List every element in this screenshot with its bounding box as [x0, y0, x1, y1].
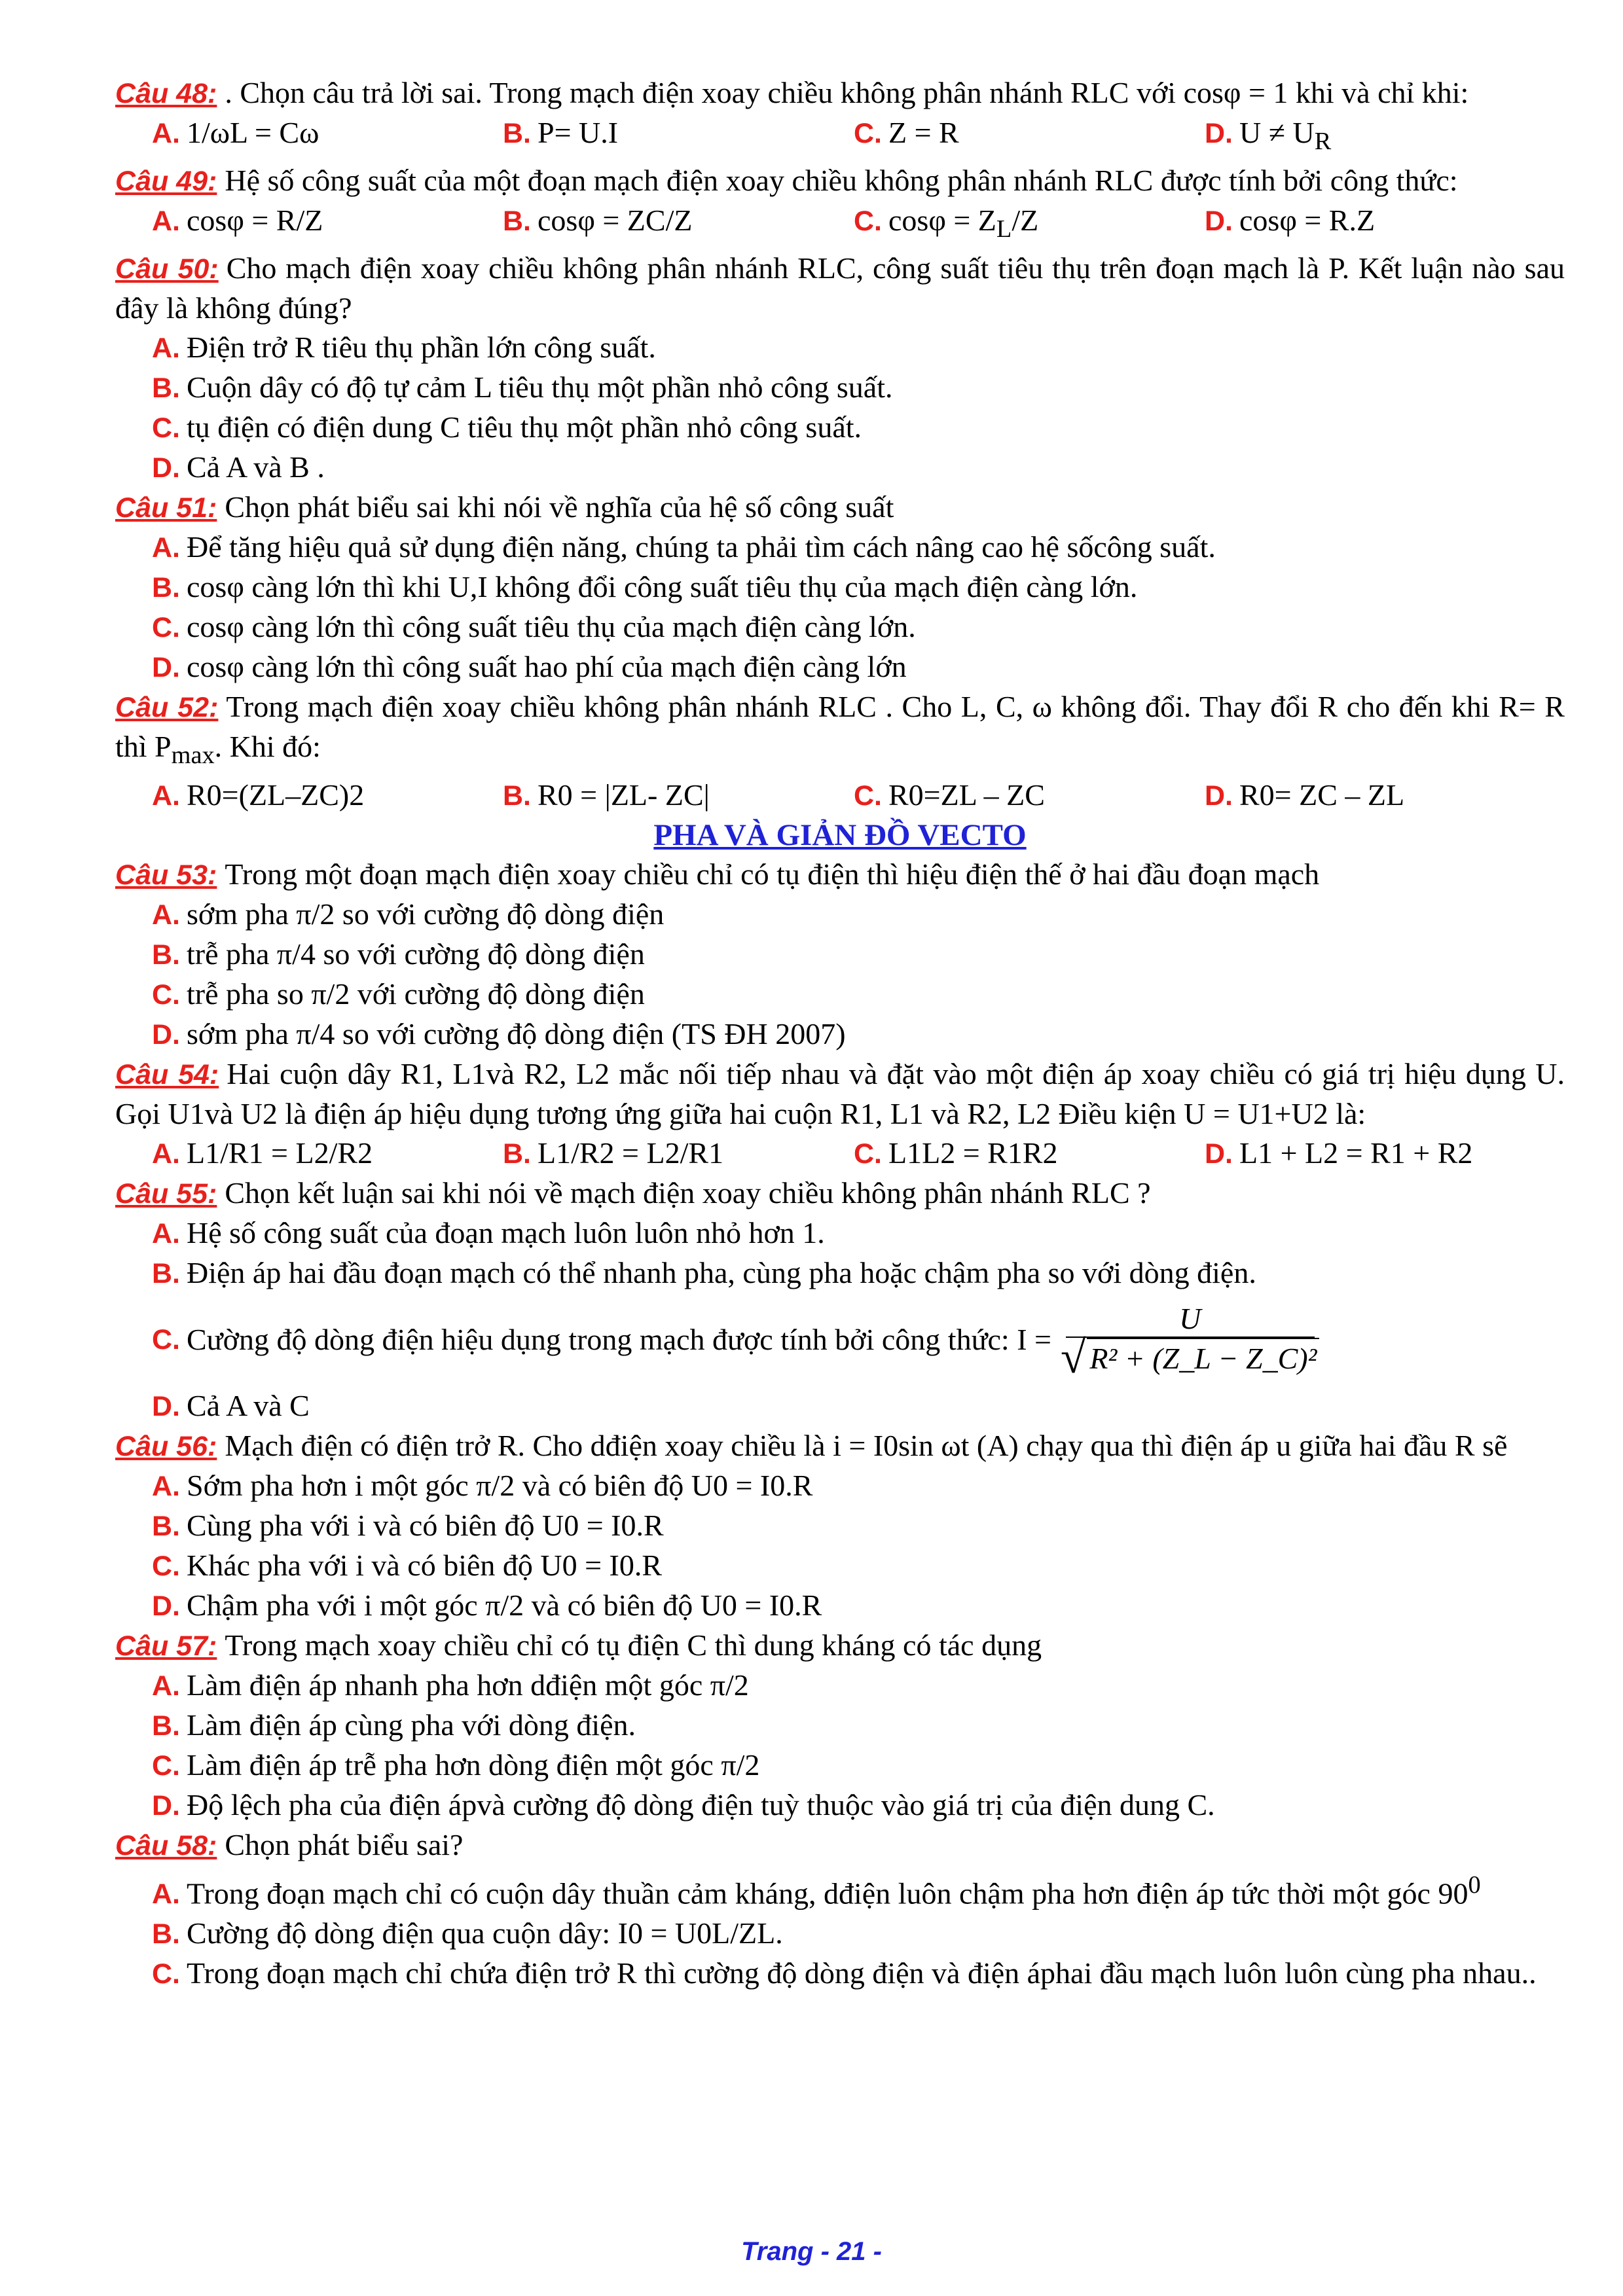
question-label: Câu 50: — [115, 253, 219, 285]
option-d[interactable] — [1205, 776, 1556, 816]
option-b[interactable] — [503, 776, 854, 816]
option-text: Điện trở R tiêu thụ phần lớn công suất. — [187, 331, 656, 365]
option-label: D. — [1205, 780, 1233, 812]
option-text: trễ pha so π/2 với cường độ dòng điện — [187, 977, 645, 1011]
option-text: Làm điện áp nhanh pha hơn dđiện một góc π/2 — [187, 1668, 749, 1702]
option-text: Độ lệch pha của điện ápvà cường độ dòng điện tuỳ thuộc vào giá trị của điện dung C. — [187, 1787, 1215, 1821]
option-label: B. — [152, 939, 180, 971]
sqrt-symbol: √ — [1060, 1332, 1086, 1383]
section-title: PHA VÀ GIẢN ĐỒ VECTO — [653, 817, 1027, 852]
option-text: Cả A và B . — [187, 450, 325, 484]
option-label: A. — [152, 1670, 180, 1702]
option-text: Cả A và C — [187, 1388, 310, 1422]
option-label: D. — [1205, 118, 1233, 149]
question-label: Câu 51: — [115, 492, 217, 524]
option-b[interactable] — [115, 1706, 1565, 1746]
option-label: C. — [854, 206, 882, 238]
option-text: Cường độ dòng điện qua cuộn dây: I0 = U0L/ZL. — [187, 1916, 783, 1950]
question-text: Chọn phát biểu sai? — [225, 1827, 464, 1861]
option-text: Hệ số công suất của đoạn mạch luôn luôn nhỏ hơn 1. — [187, 1215, 825, 1249]
question-50 — [115, 249, 1565, 328]
options-row — [115, 1134, 1565, 1174]
question-text: Trong một đoạn mạch điện xoay chiều chỉ có tụ điện thì hiệu điện thế ở hai đầu đoạn mạch — [225, 857, 1320, 891]
option-c[interactable] — [115, 1293, 1565, 1386]
option-label: C. — [152, 612, 180, 644]
option-d[interactable] — [115, 1586, 1565, 1626]
option-label: A. — [152, 899, 180, 931]
option-text: cosφ càng lớn thì khi U,I không đổi công suất tiêu thụ của mạch điện càng lớn. — [187, 570, 1138, 604]
option-label: D. — [1205, 1138, 1233, 1170]
option-a[interactable] — [152, 201, 503, 249]
option-label: B. — [503, 1138, 531, 1170]
option-c[interactable] — [854, 113, 1205, 161]
option-text: Khác pha với i và có biên độ U0 = I0.R — [187, 1548, 663, 1582]
option-c[interactable] — [115, 1746, 1565, 1785]
formula-denominator-text: R² + (Z_L − Z_C)² — [1087, 1338, 1319, 1378]
option-a[interactable]: A. Trong đoạn mạch chỉ có cuộn dây thuần cảm kháng, dđiện luôn chậm pha hơn điện áp tức thời một góc $90^0$ — [152, 1871, 1481, 1910]
option-label: C. — [854, 118, 882, 149]
option-a[interactable] — [152, 1134, 503, 1174]
option-d[interactable] — [1205, 201, 1556, 249]
option-text: Cuộn dây có độ tự cảm L tiêu thụ một phần nhỏ công suất. — [187, 370, 893, 404]
option-text: cosφ càng lớn thì công suất hao phí của mạch điện càng lớn — [187, 650, 907, 684]
option-text: Điện áp hai đầu đoạn mạch có thể nhanh pha, cùng pha hoặc chậm pha so với dòng điện. — [187, 1255, 1256, 1289]
option-label: C. — [854, 1138, 882, 1170]
option-b[interactable] — [115, 368, 1565, 408]
option-label: C. — [152, 978, 180, 1011]
option-label: B. — [152, 1710, 180, 1742]
option-label: A. — [152, 1217, 180, 1249]
question-label: Câu 56: — [115, 1430, 217, 1462]
option-d[interactable] — [115, 1014, 1565, 1054]
question-text: Trong mạch điện xoay chiều không phân nhánh RLC . Cho L, C, ω không đổi. Thay đổi R cho đến khi R= R thì P — [115, 690, 1565, 764]
option-a[interactable] — [115, 1213, 1565, 1253]
options-row — [115, 113, 1565, 161]
option-text: L1L2 = R1R2 — [888, 1136, 1058, 1170]
option-label: D. — [152, 652, 180, 684]
option-a[interactable] — [152, 113, 503, 161]
option-text: R0 = |ZL- ZC| — [538, 778, 710, 812]
option-text: P= U.I — [538, 116, 619, 149]
option-text: Cường độ dòng điện hiệu dụng trong mạch được tính bởi công thức: I = — [187, 1322, 1051, 1356]
option-d[interactable] — [115, 647, 1565, 687]
option-label: B. — [152, 1918, 180, 1950]
option-label: D. — [152, 452, 180, 484]
option-label: B. — [152, 572, 180, 604]
option-text: Trong đoạn mạch chỉ chứa điện trở R thì cường độ dòng điện và điện áphai đầu mạch luôn luôn cùng pha nhau.. — [187, 1956, 1537, 1990]
option-b[interactable] — [115, 1253, 1565, 1293]
option-b[interactable] — [115, 567, 1565, 607]
question-51 — [115, 488, 1565, 528]
option-text: 1/ωL = Cω — [187, 116, 319, 149]
question-label: Câu 48: — [115, 78, 217, 109]
option-b[interactable] — [115, 1914, 1565, 1954]
option-text: sớm pha π/2 so với cường độ dòng điện — [187, 897, 665, 931]
option-a[interactable] — [115, 528, 1565, 567]
option-label: B. — [152, 1257, 180, 1289]
option-c[interactable] — [115, 1954, 1565, 1994]
option-a[interactable] — [115, 895, 1565, 935]
question-54 — [115, 1054, 1565, 1134]
option-text: tụ điện có điện dung C tiêu thụ một phần nhỏ công suất. — [187, 410, 862, 444]
option-text: cosφ = R.Z — [1239, 204, 1376, 238]
question-label: Câu 58: — [115, 1829, 217, 1861]
question-label: Câu 52: — [115, 692, 219, 724]
option-a[interactable] — [115, 1466, 1565, 1506]
formula-denominator — [1060, 1332, 1319, 1383]
question-58 — [115, 1825, 1565, 1865]
option-d[interactable]: D. $U \ne U_R$ — [1205, 116, 1332, 156]
question-56 — [115, 1426, 1565, 1466]
option-label: B. — [152, 372, 180, 404]
option-text: sớm pha π/4 so với cường độ dòng điện (TS ĐH 2007) — [187, 1016, 846, 1050]
question-label: Câu 53: — [115, 859, 217, 891]
option-label: D. — [152, 1390, 180, 1422]
question-55 — [115, 1174, 1565, 1213]
options-row — [115, 201, 1565, 249]
option-a[interactable] — [115, 1666, 1565, 1706]
option-label: A. — [152, 1470, 180, 1502]
option-text: Sớm pha hơn i một góc π/2 và có biên độ U0 = I0.R — [187, 1468, 813, 1502]
question-57 — [115, 1626, 1565, 1666]
option-label: A. — [152, 332, 180, 365]
option-text: Z = R — [888, 116, 959, 149]
question-text: Hệ số công suất của một đoạn mạch điện xoay chiều không phân nhánh RLC được tính bởi công thức: — [225, 164, 1458, 198]
option-c[interactable] — [854, 1134, 1205, 1174]
option-label: B. — [152, 1510, 180, 1542]
option-text: R0= ZC – ZL — [1239, 778, 1405, 812]
option-b[interactable] — [503, 201, 854, 249]
option-text: Cùng pha với i và có biên độ U0 = I0.R — [187, 1508, 664, 1542]
option-text: L1/R1 = L2/R2 — [187, 1136, 373, 1170]
option-c[interactable] — [115, 607, 1565, 647]
option-label: B. — [503, 780, 531, 812]
option-d[interactable] — [1205, 1134, 1556, 1174]
question-label: Câu 54: — [115, 1058, 219, 1090]
option-label: D. — [1205, 206, 1233, 238]
question-label: Câu 49: — [115, 166, 217, 198]
subscript: max — [171, 742, 215, 770]
question-53 — [115, 855, 1565, 895]
option-text: R0=(ZL–ZC)2 — [187, 778, 365, 812]
option-a[interactable] — [115, 328, 1565, 368]
option-text: Để tăng hiệu quả sử dụng điện năng, chúng ta phải tìm cách nâng cao hệ sốcông suất. — [187, 530, 1216, 564]
option-label: A. — [152, 1138, 180, 1170]
option-c[interactable] — [115, 408, 1565, 448]
option-label: A. — [152, 532, 180, 564]
page-footer: Trang - 21 - — [741, 2237, 882, 2266]
option-b[interactable] — [503, 113, 854, 161]
option-text: trễ pha π/4 so với cường độ dòng điện — [187, 937, 645, 971]
option-label: C. — [152, 1958, 180, 1990]
option-label: D. — [152, 1018, 180, 1050]
option-a[interactable] — [152, 776, 503, 816]
question-label: Câu 57: — [115, 1630, 217, 1662]
option-label: C. — [152, 1550, 180, 1582]
option-text: R0=ZL – ZC — [888, 778, 1045, 812]
option-text: U ≠ U — [1239, 116, 1315, 149]
option-label: C. — [152, 1749, 180, 1782]
formula-numerator: U — [1066, 1301, 1315, 1338]
option-label: C. — [152, 1323, 180, 1355]
option-label: C. — [152, 412, 180, 444]
option-text: Làm điện áp trễ pha hơn dòng điện một góc π/2 — [187, 1748, 760, 1782]
question-text-end: . Khi đó: — [214, 730, 321, 764]
question-text: Mạch điện có điện trở R. Cho dđiện xoay chiều là i = I0sin ωt (A) chạy qua thì điện áp u giữa hai đầu R sẽ — [225, 1428, 1508, 1462]
option-c[interactable] — [115, 1546, 1565, 1586]
option-text: Trong đoạn mạch chỉ có cuộn dây thuần cảm kháng, dđiện luôn chậm pha hơn điện áp tức thời một góc 90 — [187, 1876, 1468, 1910]
option-text: Làm điện áp cùng pha với dòng điện. — [187, 1708, 636, 1742]
formula-fraction — [1060, 1301, 1319, 1383]
option-text: cosφ = ZC/Z — [538, 204, 693, 238]
question-text: . Chọn câu trả lời sai. Trong mạch điện xoay chiều không phân nhánh RLC với cosφ = 1 khi và chỉ khi: — [225, 76, 1469, 109]
option-c[interactable] — [854, 776, 1205, 816]
option-text: L1/R2 = L2/R1 — [538, 1136, 724, 1170]
option-label: A. — [152, 1878, 180, 1910]
option-text: cosφ = Z — [888, 204, 996, 238]
option-text: cosφ = R/Z — [187, 204, 323, 238]
option-b[interactable] — [115, 935, 1565, 975]
option-text: Chậm pha với i một góc π/2 và có biên độ U0 = I0.R — [187, 1588, 822, 1622]
option-label: D. — [152, 1789, 180, 1821]
question-text: Hai cuộn dây R1, L1và R2, L2 mắc nối tiếp nhau và đặt vào một điện áp xoay chiều có giá trị hiệu dụng U. Gọi U1và U2 là điện áp hiệu dụng tương ứng giữa hai cuộn R1, L1 và R2, L2 Điều kiện U = U1+U2 là: — [115, 1056, 1565, 1130]
option-d[interactable] — [115, 1785, 1565, 1825]
question-52 — [115, 687, 1565, 775]
question-text: Trong mạch xoay chiều chỉ có tụ điện C thì dung kháng có tác dụng — [225, 1628, 1042, 1662]
option-d[interactable] — [115, 448, 1565, 488]
question-text: Chọn kết luận sai khi nói về mạch điện xoay chiều không phân nhánh RLC ? — [225, 1175, 1151, 1210]
option-text: L1 + L2 = R1 + R2 — [1239, 1136, 1473, 1170]
options-row — [115, 776, 1565, 816]
option-label: A. — [152, 206, 180, 238]
option-b[interactable] — [115, 1506, 1565, 1546]
question-label: Câu 55: — [115, 1177, 217, 1210]
option-c[interactable]: C. $\cos\varphi = Z_L/Z$ — [854, 204, 1039, 243]
document-page — [115, 73, 1565, 1994]
question-text: Cho mạch điện xoay chiều không phân nhánh RLC, công suất tiêu thụ trên đoạn mạch là P. Kết luận nào sau đây là không đúng? — [115, 251, 1565, 325]
option-label: D. — [152, 1590, 180, 1622]
option-text: cosφ càng lớn thì công suất tiêu thụ của mạch điện càng lớn. — [187, 610, 916, 644]
option-label: B. — [503, 206, 531, 238]
option-d[interactable] — [115, 1386, 1565, 1426]
question-text: Chọn phát biểu sai khi nói về nghĩa của hệ số công suất — [225, 490, 894, 524]
option-c[interactable] — [115, 975, 1565, 1014]
question-49 — [115, 161, 1565, 201]
option-label: B. — [503, 118, 531, 149]
option-label: C. — [854, 780, 882, 812]
option-b[interactable] — [503, 1134, 854, 1174]
question-48 — [115, 73, 1565, 113]
option-label: A. — [152, 118, 180, 149]
option-label: A. — [152, 780, 180, 812]
